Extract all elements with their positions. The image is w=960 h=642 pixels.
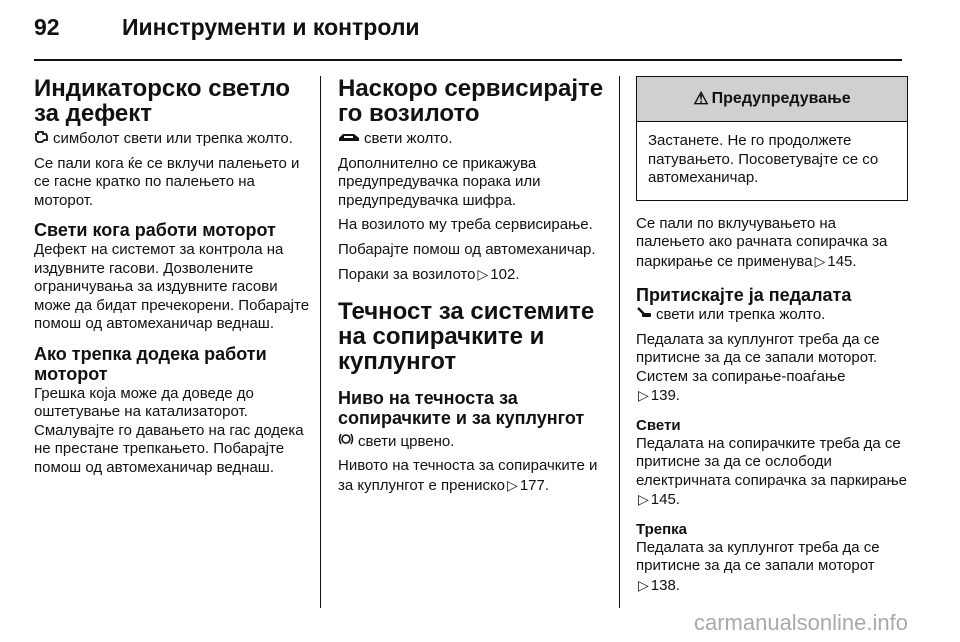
heading-fluid-level: Ниво на течноста за сопирачките и за куплунгот [338, 387, 585, 428]
column-divider-1 [320, 76, 321, 608]
warning-triangle-icon: ⚠ [693, 89, 709, 108]
warning-text: Застанете. Не го продолжете патувањето. Посоветувајте се со автомеханичар. [648, 132, 879, 186]
paragraph-lit [636, 435, 908, 510]
column-2 [338, 76, 604, 501]
text-fluid-2: Нивото на течноста за сопирачките и за куплунгот е прениско [338, 457, 598, 494]
page-reference-icon: ▷ [477, 266, 489, 282]
text-pedal-2: Педалата за куплунгот треба да се притисне за да се запали моторот. Систем за сопирање-поаѓање [636, 330, 880, 385]
page-reference-icon: ▷ [814, 252, 826, 269]
warning-header [637, 77, 907, 122]
service-wrench-car-icon [338, 130, 360, 149]
paragraph-flash-running: Грешка која може да доведе до оштетување на катализаторот. Смалувајте го давањето на гас додека не престане трепкањето. Побарајте помош од автомеханичар веднаш. [34, 384, 304, 476]
ref-pedal[interactable]: 139. [650, 387, 680, 404]
paragraph-service-1 [338, 130, 604, 149]
ref-lit[interactable]: 145. [650, 491, 680, 508]
text-fluid-1: свети црвено. [358, 432, 455, 450]
heading-press-pedal: Притискајте ја педалата [636, 285, 852, 305]
heading-service-soon: Наскоро сервисирајте го возилото [338, 75, 604, 127]
ref-fluid[interactable]: 177. [519, 476, 550, 494]
text-flash: Педалата за куплунгот треба да се притисне за да се запали моторот [636, 538, 880, 574]
header-rule [34, 59, 902, 61]
column-3 [636, 76, 908, 601]
page-header [34, 14, 420, 46]
heading-flash-running: Ако трепка додека работи моторот [34, 343, 267, 384]
page-number: 92 [34, 14, 60, 40]
paragraph-fluid-1 [338, 432, 604, 452]
pedal-icon [636, 306, 652, 325]
page-reference-icon: ▷ [638, 576, 649, 593]
heading-malfunction-indicator: Индикаторско светло за дефект [34, 75, 291, 127]
text-parking: Се пали по вклучувањето на палењето ако рачната сопирачка за паркирање се применува [636, 214, 888, 270]
heading-fluid-systems: Течност за системите на сопирачките и куплунгот [338, 297, 595, 375]
paragraph-flash [636, 539, 908, 596]
text-service-5: Пораки за возилото [338, 266, 476, 283]
paragraph-service-3: На возилото му треба сервисирање. [338, 216, 593, 233]
paragraph-pedal-2 [636, 331, 908, 406]
warning-box [636, 76, 908, 201]
paragraph-service-4: Побарајте помош од автомеханичар. [338, 240, 596, 258]
paragraph-parking [636, 215, 908, 272]
column-1 [34, 76, 310, 483]
text-pedal-1: свети или трепка жолто. [656, 306, 826, 323]
ref-flash[interactable]: 138. [650, 576, 680, 594]
text-malfunction-1: симболот свети или трепка жолто. [53, 130, 293, 147]
page-reference-icon: ▷ [638, 387, 649, 403]
brake-fluid-icon [338, 432, 354, 452]
paragraph-malfunction-1 [34, 130, 310, 149]
paragraph-fluid-2 [338, 457, 604, 495]
warning-title: Предупредување [711, 90, 851, 107]
watermark: carmanualsonline.info [693, 610, 908, 635]
heading-lit: Свети [636, 416, 681, 434]
paragraph-lit-running: Дефект на системот за контрола на издувните гасови. Дозволените ограничувања за издувните гасови може да бидат пречекорени. Побарајте помош од автомеханичар веднаш. [34, 241, 310, 332]
paragraph-malfunction-2: Се пали кога ќе се вклучи палењето и се гасне кратко по палењето на моторот. [34, 154, 300, 209]
engine-check-icon [34, 130, 49, 149]
heading-flash: Трепка [636, 520, 688, 538]
paragraph-service-2: Дополнително се прикажува предупредувачка порака или предупредувачка шифра. [338, 154, 541, 209]
page-title: Иинструменти и контроли [122, 14, 420, 40]
text-lit: Педалата на сопирачките треба да се притисне за да се ослободи електричната сопирачка за паркирање [636, 434, 908, 489]
page-reference-icon: ▷ [507, 476, 518, 493]
column-divider-2 [619, 76, 620, 608]
paragraph-service-5 [338, 265, 604, 285]
ref-service[interactable]: 102. [490, 266, 520, 283]
text-service-1: свети жолто. [364, 130, 453, 147]
heading-lit-running: Свети кога работи моторот [34, 220, 276, 240]
ref-parking[interactable]: 145. [827, 252, 857, 270]
paragraph-pedal-1 [636, 306, 908, 325]
page-reference-icon: ▷ [638, 491, 649, 507]
